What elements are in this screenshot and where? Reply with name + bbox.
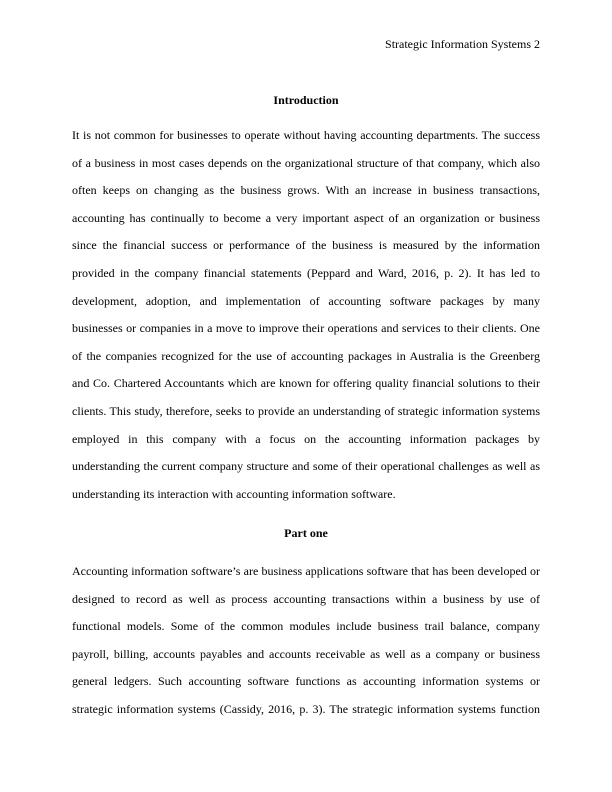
paragraph-line: functional models. Some of the common modules include business trail balance, company [72,619,540,634]
section-heading-introduction: Introduction [273,93,339,107]
paragraph-line: businesses or companies in a move to improve their operations and services to their clients. One [72,321,540,336]
part-one-paragraph [72,563,540,729]
paragraph-line: Accounting information software’s are business applications software that has been developed or [72,564,540,578]
paragraph-line: It is not common for businesses to operate without having accounting departments. The success [72,128,540,142]
introduction-paragraph [72,127,540,513]
paragraph-line: of the companies recognized for the use of accounting packages in Australia is the Greenberg [72,348,540,363]
paragraph-line: and Co. Chartered Accountants which are known for offering quality financial solutions to their [72,376,540,391]
paragraph-line: clients. This study, therefore, seeks to provide an understanding of strategic information systems [72,403,540,418]
paragraph-line: understanding its interaction with accounting information software. [72,486,396,501]
paragraph-line: payroll, billing, accounts payables and accounts receivable as well as a company or business [72,646,540,661]
paragraph-line: accounting has continually to become a very important aspect of an organization or business [72,210,540,225]
paragraph-line: since the financial success or performance of the business is measured by the information [72,238,540,253]
paragraph-line: strategic information systems (Cassidy, 2016, p. 3). The strategic information systems function [72,701,540,716]
paragraph-line: understanding the current company structure and some of their operational challenges as well as [72,459,540,474]
paragraph-line: employed in this company with a focus on the accounting information packages by [72,431,540,446]
paragraph-line: of a business in most cases depends on the organizational structure of that company, which also [72,155,540,170]
section-heading-part-one: Part one [284,526,328,540]
running-head: Strategic Information Systems 2 [385,37,540,51]
paragraph-line: general ledgers. Such accounting software functions as accounting information systems or [72,674,540,689]
paragraph-line: development, adoption, and implementation of accounting software packages by many [72,293,540,308]
paragraph-line: often keeps on changing as the business grows. With an increase in business transactions, [72,183,540,198]
paragraph-line: provided in the company financial statements (Peppard and Ward, 2016, p. 2). It has led to [72,265,540,280]
paragraph-line: designed to record as well as process accounting transactions within a business by use of [72,591,540,606]
